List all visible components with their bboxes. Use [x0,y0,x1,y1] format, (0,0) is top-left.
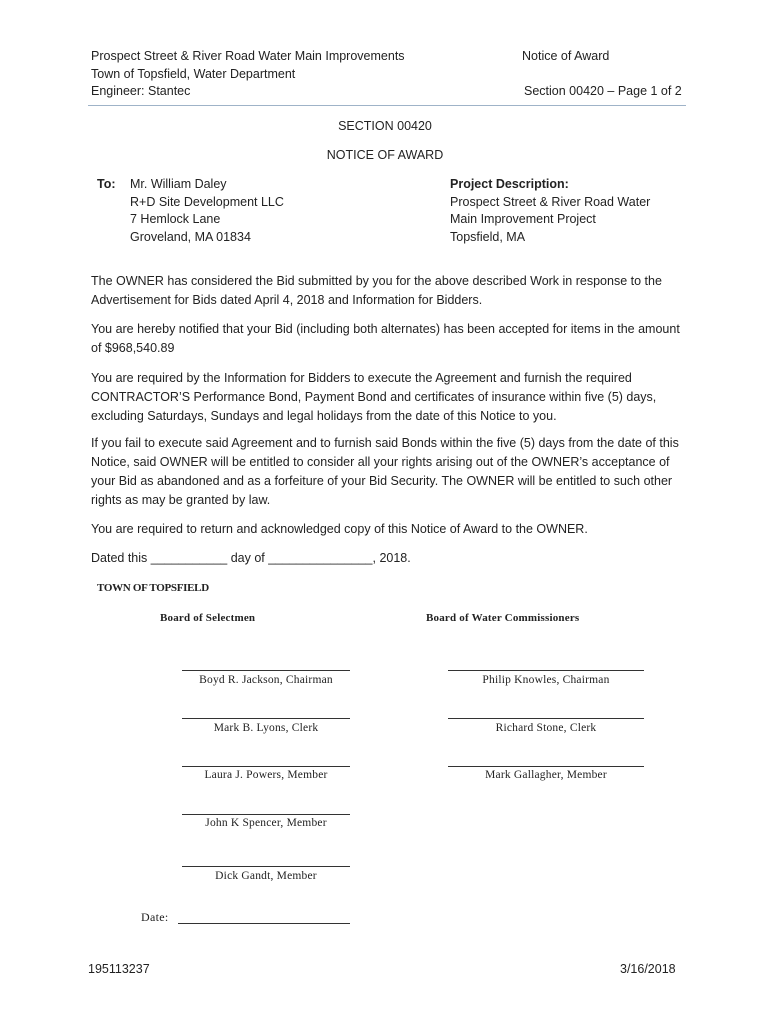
signature-line [182,866,350,867]
recipient-street: 7 Hemlock Lane [130,212,221,227]
paragraph-bid-considered: The OWNER has considered the Bid submitted by you for the above described Work in response to the Advertisement for Bids dated April 4, 2018 and Information for Bidders. [91,274,662,307]
signatory-name: John K Spencer, Member [205,817,327,829]
selectmen-heading: Board of Selectmen [160,612,256,624]
signature-line [448,670,644,671]
project-description [450,176,650,247]
signatory-name: Philip Knowles, Chairman [482,674,610,686]
header-town: Town of Topsfield, Water Department [91,67,296,81]
paragraph-failure-consequence: If you fail to execute said Agreement and to furnish said Bonds within the five (5) days from the date of this Notice, said OWNER will be entitled to consider all your rights arising out of the OWNER’s acceptance of your Bid as abandoned and as a forfeiture of your Bid Security. The OWNER will be entitled to such other rights as may be granted by law. [91,436,679,507]
to-label: To: [97,177,116,191]
project-description-label: Project Description: [450,177,569,191]
signatory-name: Laura J. Powers, Member [204,769,328,781]
paragraph-return-copy: You are required to return and acknowledged copy of this Notice of Award to the OWNER. [91,522,588,536]
signature-line [182,718,350,719]
header-divider [88,105,686,106]
signature-line [182,814,350,815]
header-project-title: Prospect Street & River Road Water Main Improvements [91,49,405,63]
footer-date: 3/16/2018 [620,962,676,976]
date-signature-line [178,923,350,924]
signature-line [448,766,644,767]
recipient-name: Mr. William Daley [130,177,227,191]
paragraph-bid-accepted: You are hereby notified that your Bid (including both alternates) has been accepted for items in the amount of $968,540.89 [91,322,680,355]
date-label: Date: [141,910,169,924]
signature-line [448,718,644,719]
recipient-address [130,176,284,247]
page-title: NOTICE OF AWARD [326,148,444,162]
project-line: Main Improvement Project [450,212,596,227]
recipient-company: R+D Site Development LLC [130,194,284,209]
signatory-name: Boyd R. Jackson, Chairman [199,674,333,686]
header-section-page: Section 00420 – Page 1 of 2 [524,84,682,98]
signature-line [182,670,350,671]
header-engineer: Engineer: Stantec [91,84,191,98]
signatory-name: Mark Gallagher, Member [485,769,607,781]
header-doc-type: Notice of Award [522,49,610,63]
recipient-city: Groveland, MA 01834 [130,230,251,245]
signatory-name: Richard Stone, Clerk [495,722,597,734]
signatory-name: Mark B. Lyons, Clerk [213,722,319,734]
signature-line [182,766,350,767]
town-heading: TOWN OF TOPSFIELD [97,582,209,594]
paragraph-execute-agreement: You are required by the Information for Bidders to execute the Agreement and furnish the required CONTRACTOR’S Performance Bond, Payment Bond and certificates of insurance within five (5) days, excluding Saturdays, Sundays and legal holidays from the date of this Notice to you. [91,371,657,423]
section-number: SECTION 00420 [338,119,432,133]
dated-line: Dated this ___________ day of _______________, 2018. [91,551,411,565]
footer-doc-number: 195113237 [88,962,150,976]
project-line: Prospect Street & River Road Water [450,194,651,209]
water-commissioners-heading: Board of Water Commissioners [426,612,580,624]
project-line: Topsfield, MA [450,230,526,245]
signatory-name: Dick Gandt, Member [215,870,317,882]
